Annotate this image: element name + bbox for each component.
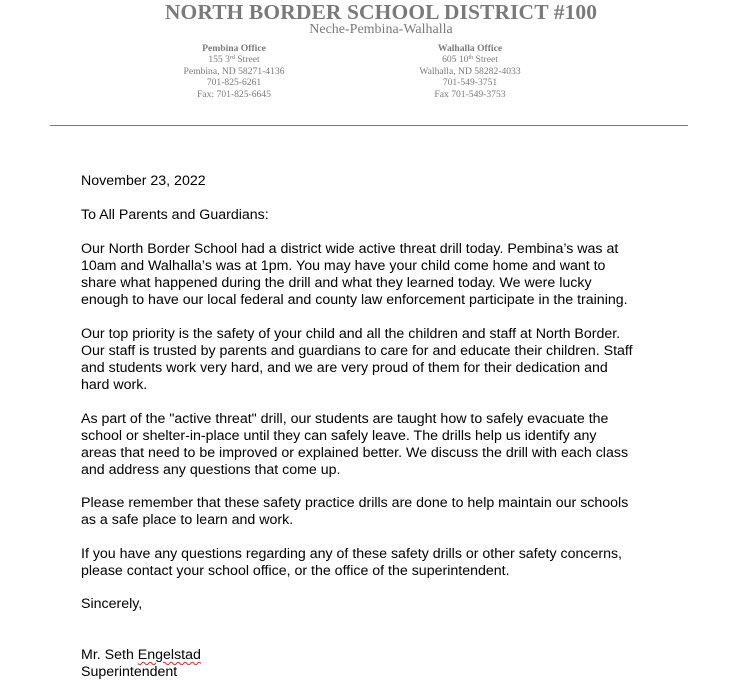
signer-prefix: Mr. Seth [81,647,138,663]
paragraph-line: If you have any questions regarding any of these safety drills or other safety concerns, [81,546,623,562]
walhalla-office-block [370,43,570,100]
street-ordinal: rd [229,55,235,62]
pembina-office-block [134,43,334,100]
office-name: Pembina Office [202,43,266,54]
paragraph-line: hard work. [81,377,148,393]
paragraph-line: enough to have our local federal and county law enforcement participate in the training. [81,292,628,308]
letter-salutation: To All Parents and Guardians: [81,207,269,223]
signer-title: Superintendent [81,664,178,680]
paragraph-line: areas that need to be improved or explained better. We discuss the drill with each class [81,445,629,461]
paragraph-line: as a safe place to learn and work. [81,512,294,528]
office-fax: Fax: 701-825-6645 [197,88,271,100]
paragraph-line: and students work very hard, and we are very proud of them for their dedication and [81,360,608,376]
letter-closing: Sincerely, [81,596,143,612]
letter-date: November 23, 2022 [81,173,206,189]
office-name: Walhalla Office [437,43,503,54]
office-phone: 701-549-3751 [442,77,498,89]
office-city: Walhalla, ND 58282-4033 [419,65,521,77]
district-towns: Neche-Pembina-Walhalla [309,22,453,37]
letterhead-divider [50,125,688,126]
paragraph-line: Our staff is trusted by parents and guardians to care for and educate their children. Staff [81,343,633,359]
street-number: 605 10 [442,54,469,66]
signer-name [81,647,201,664]
street-ordinal: th [468,55,474,62]
paragraph-line: school or shelter-in-place until they can safely leave. The drills help us identify any [81,428,597,444]
district-name: NORTH BORDER SCHOOL DISTRICT #100 [164,0,598,24]
office-phone: 701-825-6261 [206,77,262,89]
office-city: Pembina, ND 58271-4136 [183,65,285,77]
signer-surname: Engelstad [137,647,201,663]
paragraph-line: Please remember that these safety practice drills are done to help maintain our schools [81,495,629,511]
paragraph-line: please contact your school office, or the office of the superintendent. [81,563,510,579]
street-number: 155 3 [208,54,230,66]
paragraph-line: As part of the "active threat" drill, our students are taught how to safely evacuate the [81,411,609,427]
paragraph-line: 10am and Walhalla’s was at 1pm. You may have your child come home and want to [81,258,606,274]
office-street [134,54,334,65]
paragraph-line: Our top priority is the safety of your child and all the children and staff at North Border. [81,326,621,342]
paragraph-line: Our North Border School had a district wide active threat drill today. Pembina’s was at [81,241,619,257]
paragraph-line: share what happened during the drill and what they learned today. We were lucky [81,275,592,291]
street-name: Street [234,54,260,66]
office-fax: Fax 701-549-3753 [434,88,506,100]
office-street [370,54,570,65]
paragraph-line: and address any questions that come up. [81,462,341,478]
street-name: Street [473,54,498,66]
